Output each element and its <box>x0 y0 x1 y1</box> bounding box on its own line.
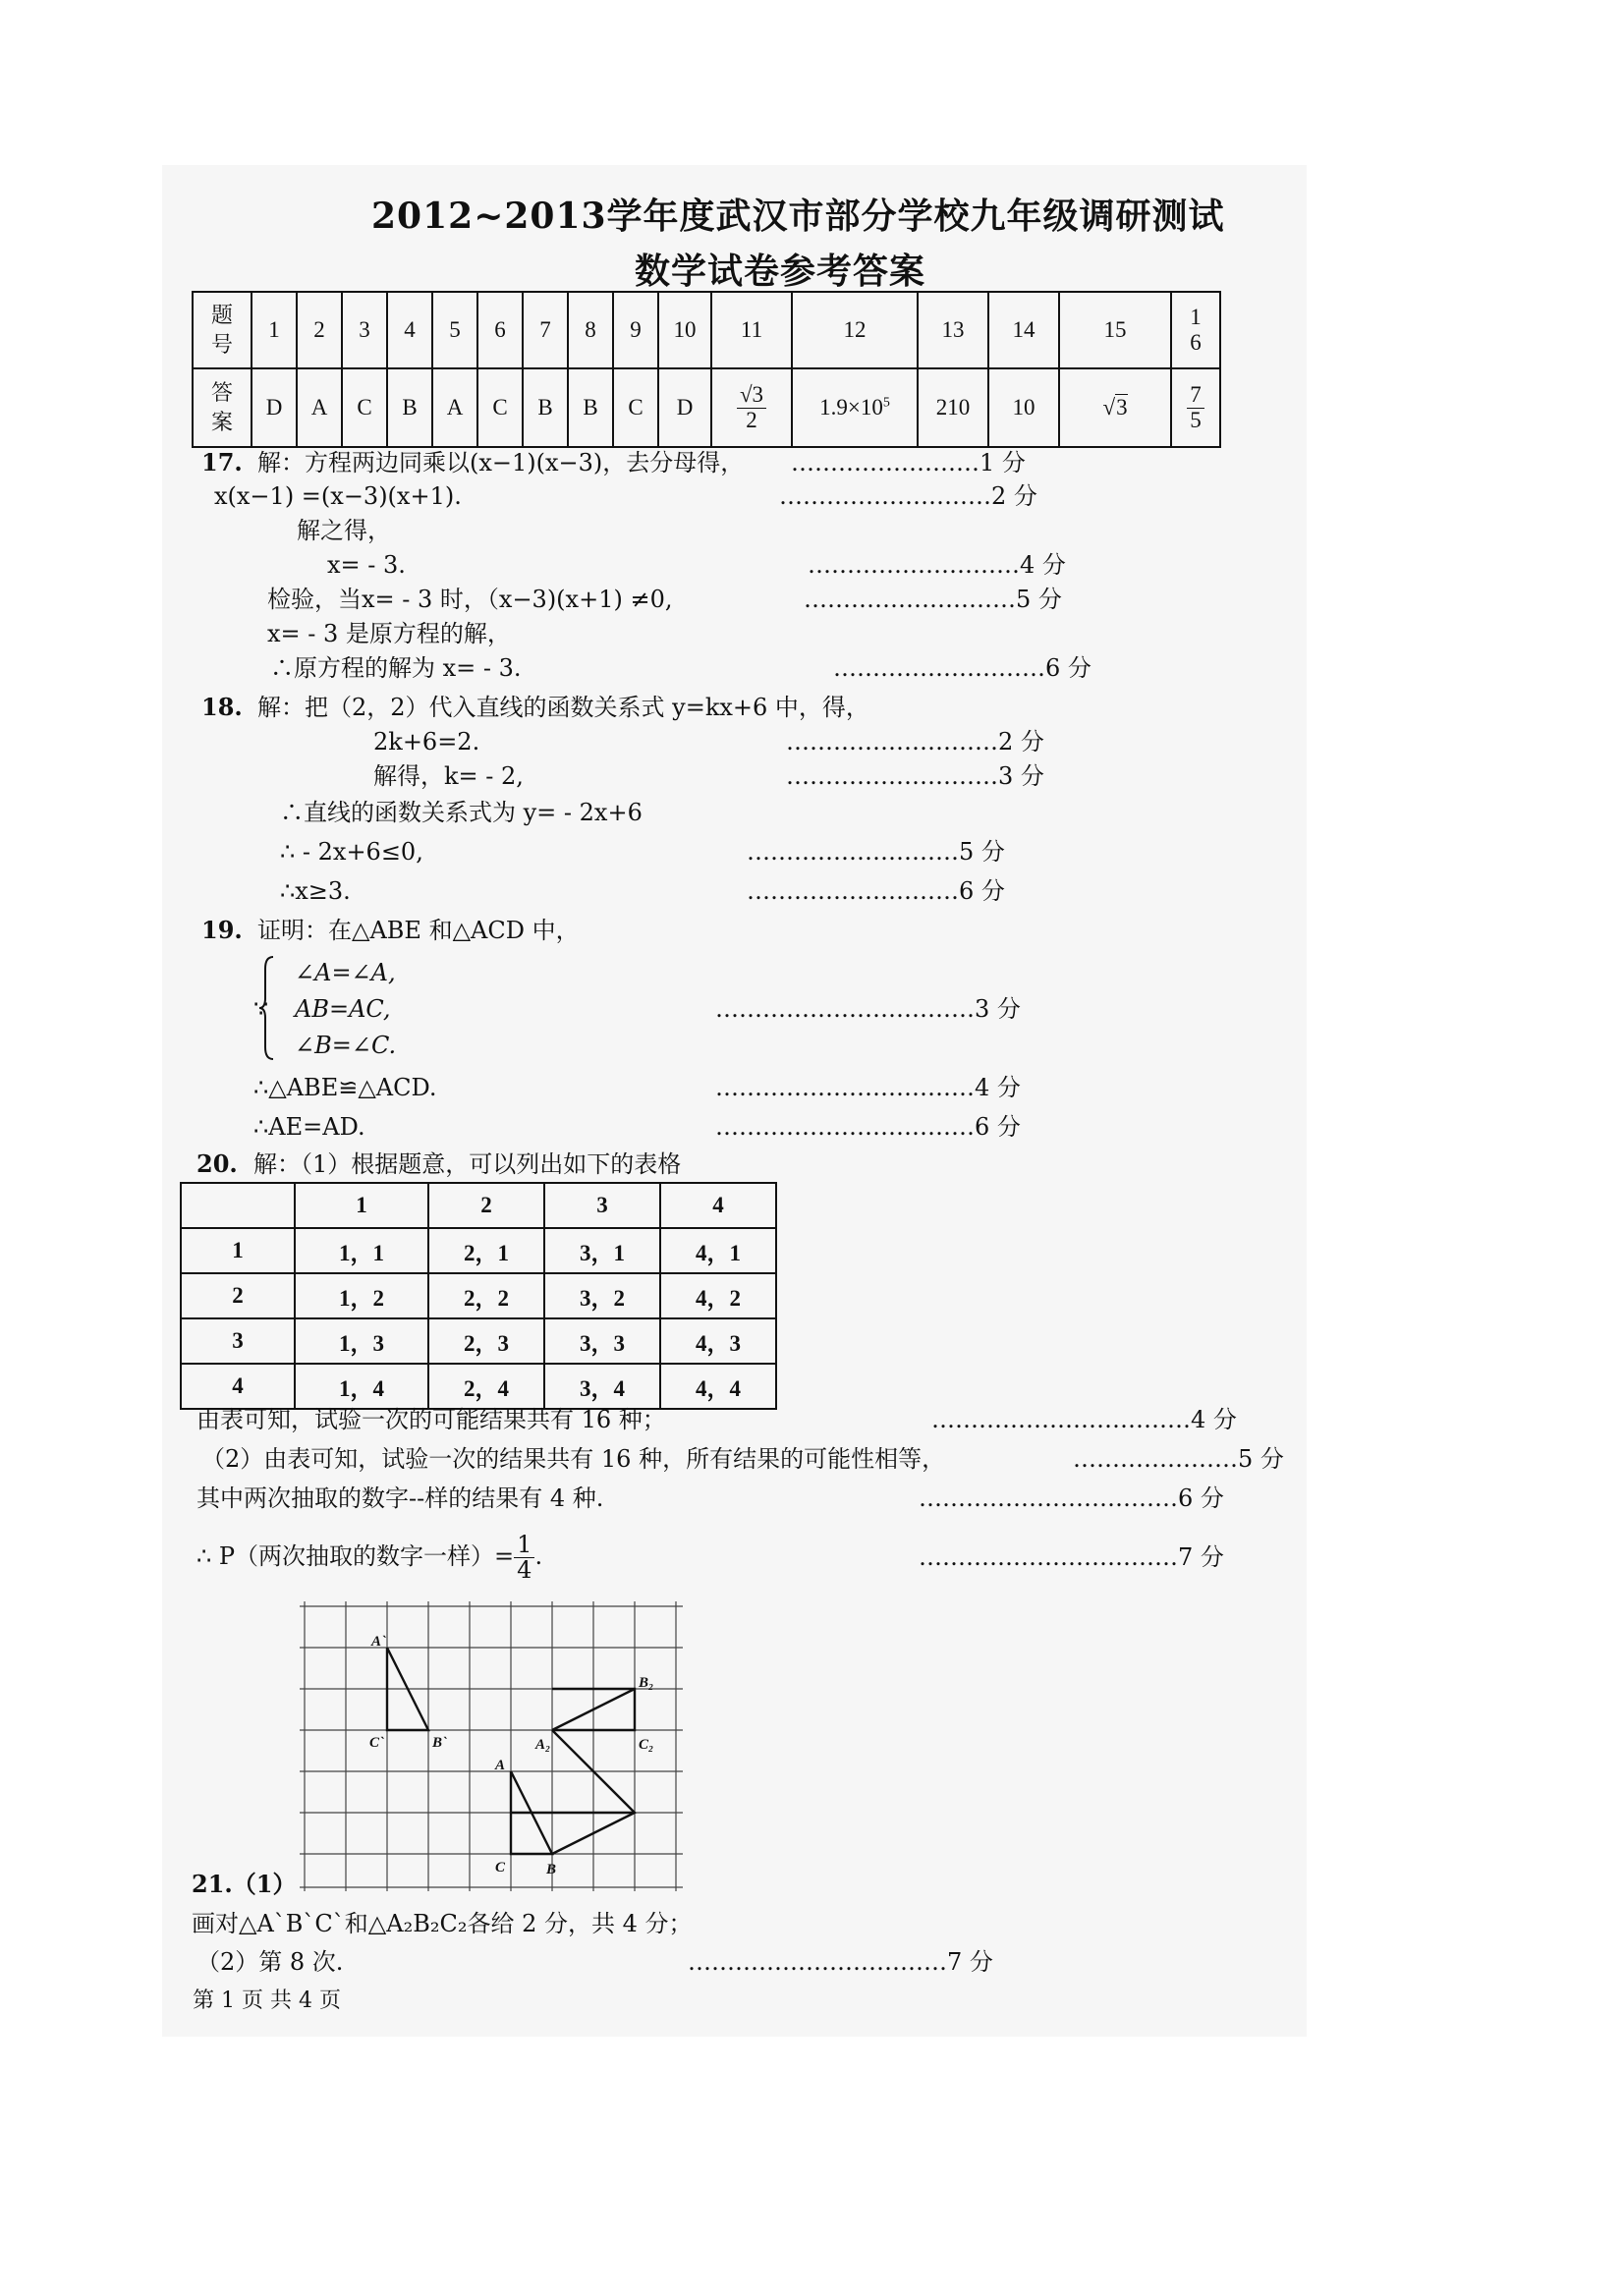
q21-line2: （2）第 8 次. <box>196 1948 344 1976</box>
answer-cell-16 <box>1171 368 1220 447</box>
label-b-prime: B` <box>432 1735 447 1751</box>
outcome-cell: 2，4 <box>428 1364 544 1409</box>
fraction <box>737 383 766 431</box>
question-number: 13 <box>918 292 988 368</box>
outcome-cell: 1，1 <box>295 1228 428 1273</box>
answer-cell: C <box>613 368 658 447</box>
outcome-cell: 4，3 <box>660 1318 776 1364</box>
q17-line5: 检验，当x= - 3 时，（x−3)(x+1) ≠0, <box>267 586 673 613</box>
answer-table-header-answer: 答 案 <box>193 368 252 447</box>
probability-expression: ∴ P（两次抽取的数字一样）= <box>196 1542 515 1571</box>
period: . <box>534 1542 543 1571</box>
answer-cell: 10 <box>988 368 1059 447</box>
label-c2: C₂ <box>639 1737 654 1753</box>
question-number: 14 <box>988 292 1059 368</box>
q19-number: 19. <box>201 916 243 944</box>
table-row <box>181 1364 776 1409</box>
outcome-cell: 1，4 <box>295 1364 428 1409</box>
outcome-cell: 4，4 <box>660 1364 776 1409</box>
fraction-numerator: √3 <box>737 383 766 408</box>
outcome-row-header: 3 <box>181 1318 295 1364</box>
q20-line4-points: ……………………………6 分 <box>919 1484 1224 1512</box>
q18-line5: ∴ - 2x+6≤0, <box>280 838 423 866</box>
answer-cell: C <box>342 368 387 447</box>
because-symbol: ∵ <box>253 995 269 1023</box>
question-number: 3 <box>342 292 387 368</box>
label-c-prime: C` <box>369 1735 384 1751</box>
answer-table <box>192 291 1221 448</box>
q17-line4: x= - 3. <box>327 551 406 579</box>
question-number: 4 <box>387 292 432 368</box>
transformation-grid-figure <box>295 1596 688 1896</box>
outcome-cell: 3，4 <box>544 1364 660 1409</box>
outcome-table-corner <box>181 1183 295 1228</box>
outcome-col-header: 3 <box>544 1183 660 1228</box>
answer-cell-12 <box>792 368 918 447</box>
answer-cell: B <box>387 368 432 447</box>
question-number-16 <box>1171 292 1220 368</box>
question-number-16-digit2: 6 <box>1190 330 1202 355</box>
q20-line4: 其中两次抽取的数字--样的结果有 4 种. <box>196 1484 604 1512</box>
q20-line5 <box>196 1533 542 1583</box>
page-title: 2012~2013学年度武汉市部分学校九年级调研测试 <box>371 196 1225 237</box>
question-number: 1 <box>252 292 297 368</box>
q18-line2-points: ………………………2 分 <box>786 728 1044 756</box>
question-number: 12 <box>792 292 918 368</box>
question-number-16-digit1: 1 <box>1190 305 1202 329</box>
fraction <box>514 1533 534 1583</box>
q21-line2-points: ……………………………7 分 <box>688 1948 993 1976</box>
table-row <box>181 1318 776 1364</box>
question-number: 2 <box>297 292 342 368</box>
scientific-notation-exponent: 5 <box>882 395 890 411</box>
q18-line1: 解：把（2，2）代入直线的函数关系式 y=kx+6 中，得， <box>257 694 869 721</box>
answer-cell-15: √3 <box>1059 368 1171 447</box>
outcome-col-header: 4 <box>660 1183 776 1228</box>
q19-line6: ∴AE=AD. <box>253 1113 365 1141</box>
q17-line2: x(x−1) =(x−3)(x+1). <box>214 482 462 510</box>
outcome-cell: 1，3 <box>295 1318 428 1364</box>
q19-line1: 证明：在△ABE 和△ACD 中， <box>257 917 580 944</box>
q21-number: 21.（1） <box>192 1870 297 1898</box>
q18-line6-points: ………………………6 分 <box>747 877 1005 905</box>
page-footer: 第 1 页 共 4 页 <box>193 1988 341 2013</box>
question-number: 7 <box>523 292 568 368</box>
q17-line6: x= - 3 是原方程的解， <box>267 620 511 647</box>
outcome-cell: 2，3 <box>428 1318 544 1364</box>
label-a2: A₂ <box>535 1737 551 1753</box>
fraction-numerator: 7 <box>1187 383 1204 408</box>
outcome-cell: 1，2 <box>295 1273 428 1318</box>
q19-condition1: ∠A=∠A, <box>295 959 396 986</box>
q20-line5-points: ……………………………7 分 <box>919 1543 1224 1571</box>
outcome-cell: 2，2 <box>428 1273 544 1318</box>
fraction-denominator: 2 <box>746 407 757 432</box>
answer-cell: A <box>297 368 342 447</box>
answer-cell: D <box>252 368 297 447</box>
question-number: 5 <box>432 292 477 368</box>
q17-line1-points: ……………………1 分 <box>791 449 1026 476</box>
q20-line3: （2）由表可知，试验一次的结果共有 16 种，所有结果的可能性相等， <box>201 1445 946 1473</box>
q19-conditions-points: ……………………………3 分 <box>715 995 1021 1023</box>
answer-cell-11 <box>711 368 792 447</box>
outcome-cell: 3，1 <box>544 1228 660 1273</box>
label-b2: B₂ <box>639 1675 654 1691</box>
q20-line2: 由表可知，试验一次的可能结果共有 16 种； <box>196 1406 666 1433</box>
q19-line6-points: ……………………………6 分 <box>715 1113 1021 1141</box>
q18-line5-points: ………………………5 分 <box>747 838 1005 866</box>
q18-line3: 解得，k= - 2, <box>373 762 524 790</box>
q17-line4-points: ………………………4 分 <box>808 551 1066 579</box>
label-b: B <box>546 1862 557 1877</box>
outcome-cell: 4，1 <box>660 1228 776 1273</box>
question-number: 6 <box>477 292 523 368</box>
q20-line1: 解：（1）根据题意，可以列出如下的表格 <box>253 1150 682 1178</box>
outcome-cell: 3，3 <box>544 1318 660 1364</box>
q19-line5: ∴△ABE≌△ACD. <box>253 1074 437 1101</box>
outcome-cell: 2，1 <box>428 1228 544 1273</box>
q17-line5-points: ………………………5 分 <box>804 586 1062 613</box>
q17-line3: 解之得， <box>297 517 391 544</box>
question-number: 8 <box>568 292 613 368</box>
answer-cell: A <box>432 368 477 447</box>
outcome-table <box>180 1182 777 1410</box>
label-a: A <box>495 1758 506 1773</box>
scientific-notation-base: 1.9×10 <box>819 395 883 420</box>
answer-cell: C <box>477 368 523 447</box>
question-number: 15 <box>1059 292 1171 368</box>
q20-line2-points: ……………………………4 分 <box>931 1406 1237 1433</box>
radicand: 3 <box>1116 395 1128 420</box>
fraction-denominator: 5 <box>1190 407 1202 432</box>
q18-line4: ∴直线的函数关系式为 y= - 2x+6 <box>280 799 643 826</box>
answer-cell: D <box>658 368 711 447</box>
outcome-row-header: 4 <box>181 1364 295 1409</box>
table-row <box>181 1273 776 1318</box>
answer-cell: B <box>523 368 568 447</box>
left-brace-icon <box>257 955 275 1061</box>
question-number: 9 <box>613 292 658 368</box>
fraction-numerator: 1 <box>514 1533 534 1558</box>
label-c: C <box>495 1860 506 1876</box>
q17-line2-points: ………………………2 分 <box>779 482 1037 510</box>
fraction-denominator: 4 <box>517 1556 532 1585</box>
q17-line7: ∴原方程的解为 x= - 3. <box>270 654 522 682</box>
q20-line3-points: …………………5 分 <box>1073 1445 1284 1473</box>
q19-condition3: ∠B=∠C. <box>295 1032 397 1059</box>
question-number: 10 <box>658 292 711 368</box>
outcome-col-header: 1 <box>295 1183 428 1228</box>
q18-line3-points: ………………………3 分 <box>786 762 1044 790</box>
answer-cell: B <box>568 368 613 447</box>
q17-line7-points: ………………………6 分 <box>833 654 1091 682</box>
outcome-row-header: 2 <box>181 1273 295 1318</box>
q21-line1: 画对△A`B`C`和△A₂B₂C₂各给 2 分，共 4 分； <box>192 1910 693 1937</box>
outcome-row-header: 1 <box>181 1228 295 1273</box>
answer-table-header-number: 题 号 <box>193 292 252 368</box>
outcome-col-header: 2 <box>428 1183 544 1228</box>
q20-number: 20. <box>196 1149 238 1178</box>
q17-number: 17. <box>201 448 243 476</box>
q19-line5-points: ……………………………4 分 <box>715 1074 1021 1101</box>
q19-condition2: AB=AC, <box>295 995 391 1023</box>
q18-line2: 2k+6=2. <box>373 728 480 756</box>
answer-cell: 210 <box>918 368 988 447</box>
outcome-cell: 4，2 <box>660 1273 776 1318</box>
outcome-cell: 3，2 <box>544 1273 660 1318</box>
label-a-prime: A` <box>371 1634 386 1650</box>
q18-line6: ∴x≥3. <box>280 877 351 905</box>
table-row <box>181 1228 776 1273</box>
q18-number: 18. <box>201 693 243 721</box>
question-number: 11 <box>711 292 792 368</box>
q17-line1: 解：方程两边同乘以(x−1)(x−3)，去分母得， <box>257 449 745 476</box>
fraction <box>1187 383 1204 431</box>
page-subtitle: 数学试卷参考答案 <box>635 251 926 292</box>
